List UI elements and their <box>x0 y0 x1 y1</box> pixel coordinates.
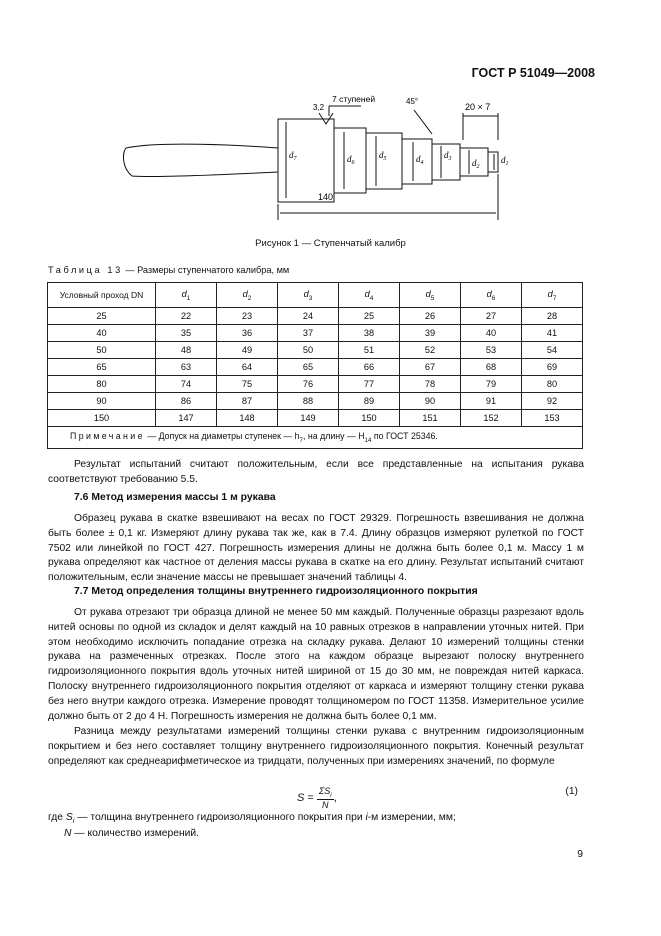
formula-legend-si: где $S_i$ — толщина внутреннего гидроизоляционного покрытия при i-м измерении, мм; <box>48 812 456 826</box>
table-cell-dn: 90 <box>48 393 156 410</box>
table-cell-value: 79 <box>461 376 522 393</box>
column-header: $d_1$ <box>156 283 217 308</box>
table-cell-value: 50 <box>278 342 339 359</box>
table-cell-value: 80 <box>522 376 583 393</box>
table-cell-dn: 80 <box>48 376 156 393</box>
table-cell-value: 41 <box>522 325 583 342</box>
table-row <box>48 342 583 359</box>
table-cell-value: 152 <box>461 410 522 427</box>
table-row <box>48 325 583 342</box>
table-cell-value: 148 <box>217 410 278 427</box>
stepped-gauge-figure <box>118 88 518 228</box>
table-row <box>48 308 583 325</box>
table-row <box>48 410 583 427</box>
section-7-7-text-1: От рукава отрезают три образца длиной не менее 50 мм каждый. Полученные образцы разрезают вдоль нитей основы по одной из складок и делят каждый на 10 равных отрезков в направлении уточных нитей. При этом необходимо исключить попадание отрезка на складку рукава. Делают 10 измерений толщины стенки рукава на размеченных отрезках. После этого на каждом образце вырезают полоску внутреннего гидроизоляционного покрытия вдоль уточных нитей шириной от 15 до 30 мм, не повреждая нитей каркаса. Полоску внутреннего гидроизоляционного покрытия отделяют от каркаса и измеряют толщину стенки рукава без него внутри каждого отрезка. Измерение проводят толщиномером по ГОСТ 11358. Измерительное усилие должно быть от 2 до 4 Н. Погрешность измерения не должна быть более 0,1 мм. <box>48 607 584 722</box>
formula-1: S = $\Sigma S_i$ N , <box>297 786 337 810</box>
column-header: $d_4$ <box>339 283 400 308</box>
label-step-length: 20 × 7 <box>465 102 491 112</box>
table-cell-value: 153 <box>522 410 583 427</box>
table-cell-value: 38 <box>339 325 400 342</box>
label-steps: 7 ступеней <box>332 94 376 104</box>
table-cell-value: 52 <box>400 342 461 359</box>
table-cell-value: 37 <box>278 325 339 342</box>
formula-number: (1) <box>565 786 578 797</box>
label-total-length: 140 <box>318 192 334 202</box>
table-cell-value: 25 <box>339 308 400 325</box>
document-header: ГОСТ Р 51049—2008 <box>471 66 595 80</box>
section-heading-7-7: 7.7 Метод определения толщины внутреннего гидроизоляционного покрытия <box>74 586 478 597</box>
gauge-dimensions-table <box>47 282 583 449</box>
table-cell-value: 77 <box>339 376 400 393</box>
label-d3: $d_3$ <box>444 150 452 162</box>
column-header: Условный проход DN <box>48 283 156 308</box>
table-cell-value: 28 <box>522 308 583 325</box>
table-header-row <box>48 283 583 308</box>
table-cell-value: 92 <box>522 393 583 410</box>
table-cell-value: 150 <box>339 410 400 427</box>
table-cell-value: 24 <box>278 308 339 325</box>
column-header: $d_3$ <box>278 283 339 308</box>
label-d6: $d_6$ <box>347 154 355 166</box>
table-cell-value: 75 <box>217 376 278 393</box>
table-cell-dn: 65 <box>48 359 156 376</box>
table-cell-value: 27 <box>461 308 522 325</box>
table-cell-value: 22 <box>156 308 217 325</box>
label-d2: $d_2$ <box>472 158 480 170</box>
figure-caption: Рисунок 1 — Ступенчатый калибр <box>255 238 406 249</box>
table-cell-value: 64 <box>217 359 278 376</box>
table-cell-value: 51 <box>339 342 400 359</box>
table-cell-value: 40 <box>461 325 522 342</box>
table-note-row <box>48 427 583 449</box>
gauge-step-1 <box>488 152 498 172</box>
page-number: 9 <box>577 849 583 860</box>
table-cell-value: 88 <box>278 393 339 410</box>
table-cell-value: 54 <box>522 342 583 359</box>
table-cell-dn: 25 <box>48 308 156 325</box>
table-cell-value: 74 <box>156 376 217 393</box>
section-7-7-text-2: Разница между результатами измерений толщины стенки рукава с внутренним гидроизоляционным покрытием и без него составляет толщину внутреннего гидроизоляционного покрытия. Конечный результат определяют как среднеарифметическое из тридцати, полученных при измерениях значений, по формуле <box>48 726 584 767</box>
result-paragraph: Результат испытаний считают положительным, если все представленные на испытания рукава соответствуют требованию 5.5. <box>48 459 584 485</box>
column-header: $d_2$ <box>217 283 278 308</box>
table-cell-value: 39 <box>400 325 461 342</box>
table-cell-value: 87 <box>217 393 278 410</box>
label-chamfer: 45° <box>406 97 419 106</box>
table-cell-value: 147 <box>156 410 217 427</box>
table-cell-value: 149 <box>278 410 339 427</box>
table-cell-value: 49 <box>217 342 278 359</box>
column-header: $d_7$ <box>522 283 583 308</box>
table-cell-dn: 40 <box>48 325 156 342</box>
table-row <box>48 359 583 376</box>
table-cell-value: 90 <box>400 393 461 410</box>
column-header: $d_5$ <box>400 283 461 308</box>
table-cell-value: 86 <box>156 393 217 410</box>
table-cell-value: 68 <box>461 359 522 376</box>
table-caption: Таблица 13 — Размеры ступенчатого калибра, мм <box>48 265 290 275</box>
label-d5: $d_5$ <box>379 150 387 162</box>
table-cell-dn: 50 <box>48 342 156 359</box>
table-cell-value: 78 <box>400 376 461 393</box>
table-cell-value: 26 <box>400 308 461 325</box>
table-cell-value: 69 <box>522 359 583 376</box>
table-cell-value: 63 <box>156 359 217 376</box>
table-cell-value: 151 <box>400 410 461 427</box>
table-cell-value: 67 <box>400 359 461 376</box>
table-cell-dn: 150 <box>48 410 156 427</box>
table-cell-value: 48 <box>156 342 217 359</box>
table-cell-value: 65 <box>278 359 339 376</box>
label-roughness: 3,2 <box>313 103 325 112</box>
section-heading-7-6: 7.6 Метод измерения массы 1 м рукава <box>74 492 276 503</box>
table-cell-value: 23 <box>217 308 278 325</box>
chamfer-leader <box>414 110 432 134</box>
column-header: $d_6$ <box>461 283 522 308</box>
table-cell-value: 53 <box>461 342 522 359</box>
stepped-gauge-drawing <box>118 88 518 228</box>
table-cell-value: 35 <box>156 325 217 342</box>
gauge-handle <box>124 144 278 176</box>
section-7-6-text: Образец рукава в скатке взвешивают на весах по ГОСТ 29329. Погрешность взвешивания не должна быть более ± 0,1 кг. Измеряют длину рукава так же, как в 7.4. Длину образцов измеряют рулеткой по ГОСТ 7502 или линейкой по ГОСТ 427. Погрешность измерения длины не должна быть более 0,1 м. Массу 1 м рукава определяют как частное от деления массы рукава в скатке на его длину. Результат испытаний считают положительным, если значение массы не превышает значений таблицы 4. <box>48 513 584 584</box>
table-row <box>48 376 583 393</box>
label-d4: $d_4$ <box>416 154 424 166</box>
label-d1: $d_1$ <box>501 155 509 167</box>
formula-legend-n: N — количество измерений. <box>64 828 200 839</box>
table-cell-value: 36 <box>217 325 278 342</box>
table-cell-value: 76 <box>278 376 339 393</box>
label-d7: $d_7$ <box>289 150 297 162</box>
table-cell-value: 91 <box>461 393 522 410</box>
table-note: Примечание — Допуск на диаметры ступенек — $h_7$, на длину — $H_{14}$ по ГОСТ 25346. <box>48 427 583 449</box>
table-cell-value: 66 <box>339 359 400 376</box>
table-cell-value: 89 <box>339 393 400 410</box>
table-row <box>48 393 583 410</box>
